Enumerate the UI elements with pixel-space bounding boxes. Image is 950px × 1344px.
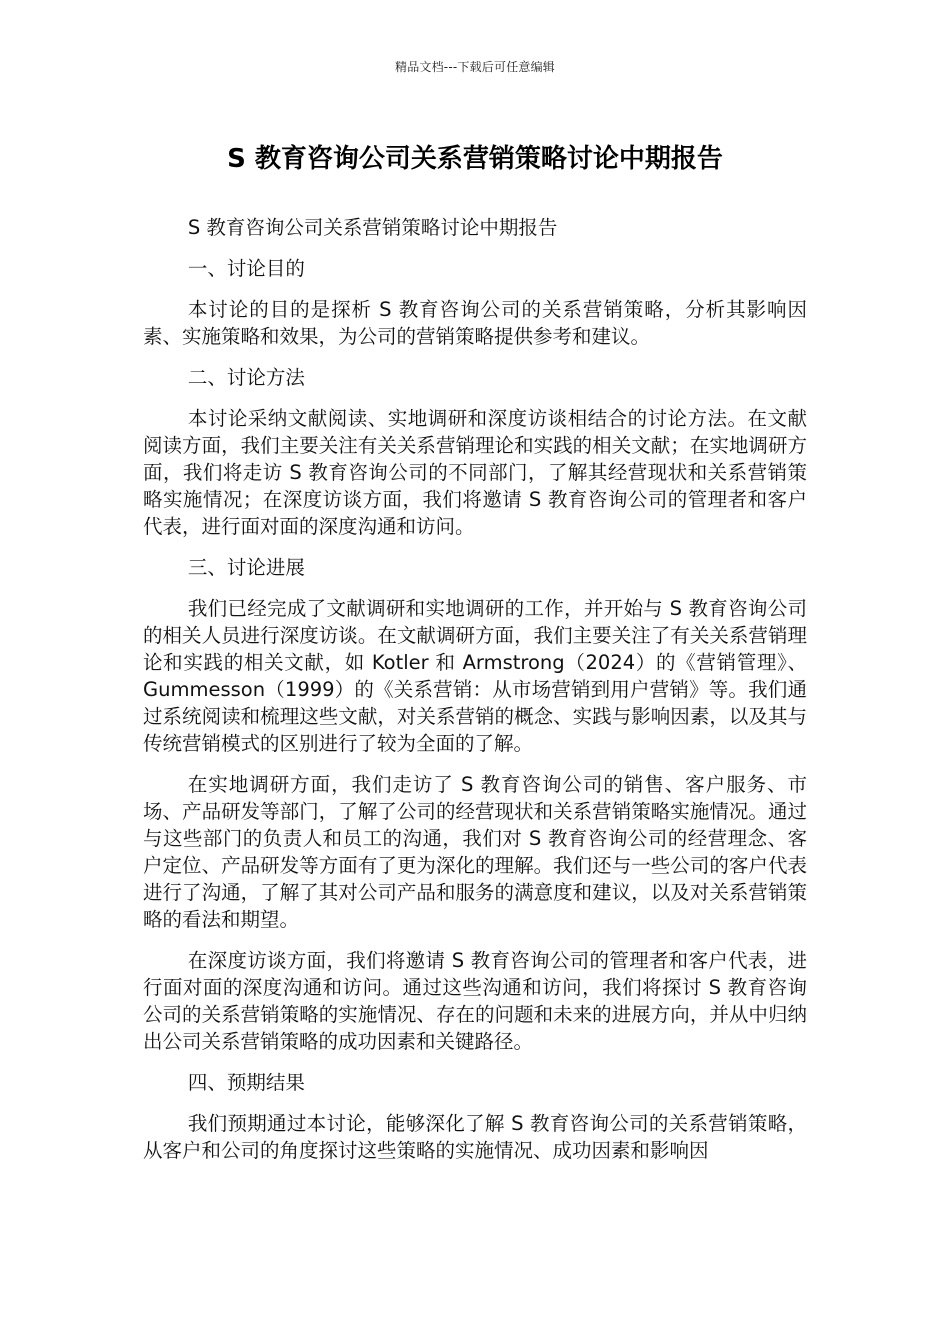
header-note: 精品文档---下载后可任意编辑 xyxy=(395,60,555,74)
paragraph-progress-field: 在实地调研方面，我们走访了 S 教育咨询公司的销售、客户服务、市场、产品研发等部门，了解了公司的经营现状和关系营销策略实施情况。通过与这些部门的负责人和员工的沟通，我们对 S 教育咨询公司的经营理念、客户定位、产品研发等方面有了更为深化的理解。我们还与一些公司的客户代表进行了沟通，了解了其对公司产品和服务的满意度和建议，以及对关系营销策略的看法和期望。 xyxy=(143,773,807,931)
section-heading-progress: 三、讨论进展 xyxy=(187,556,305,579)
paragraph-purpose: 本讨论的目的是探析 S 教育咨询公司的关系营销策略，分析其影响因素、实施策略和效果，为公司的营销策略提供参考和建议。 xyxy=(143,298,807,348)
paragraph-method: 本讨论采纳文献阅读、实地调研和深度访谈相结合的讨论方法。在文献阅读方面，我们主要关注有关关系营销理论和实践的相关文献；在实地调研方面，我们将走访 S 教育咨询公司的不同部门，了解其经营现状和关系营销策略实施情况；在深度访谈方面，我们将邀请 S 教育咨询公司的管理者和客户代表，进行面对面的深度沟通和访问。 xyxy=(143,407,807,538)
paragraph-expected: 我们预期通过本讨论，能够深化了解 S 教育咨询公司的关系营销策略，从客户和公司的角度探讨这些策略的实施情况、成功因素和影响因 xyxy=(143,1112,807,1162)
body-subtitle: S 教育咨询公司关系营销策略讨论中期报告 xyxy=(187,216,558,239)
section-heading-expected: 四、预期结果 xyxy=(187,1071,305,1094)
section-heading-method: 二、讨论方法 xyxy=(187,366,305,389)
paragraph-progress-literature: 我们已经完成了文献调研和实地调研的工作，并开始与 S 教育咨询公司的相关人员进行深度访谈。在文献调研方面，我们主要关注了有关关系营销理论和实践的相关文献，如 Kotler 和 Armstrong（2024）的《营销管理》、Gummesson（1999）的《关系营销：从市场营销到用户营销》等。我们通过系统阅读和梳理这些文献，对关系营销的概念、实践与影响因素，以及其与传统营销模式的区别进行了较为全面的了解。 xyxy=(143,597,807,755)
section-heading-purpose: 一、讨论目的 xyxy=(187,257,305,280)
document-body xyxy=(143,214,807,1178)
paragraph-progress-interview: 在深度访谈方面，我们将邀请 S 教育咨询公司的管理者和客户代表，进行面对面的深度沟通和访问。通过这些沟通和访问，我们将探讨 S 教育咨询公司的关系营销策略的实施情况、存在的问题和未来的进展方向，并从中归纳出公司关系营销策略的成功因素和关键路径。 xyxy=(143,949,807,1053)
document-title: S 教育咨询公司关系营销策略讨论中期报告 xyxy=(227,144,723,174)
